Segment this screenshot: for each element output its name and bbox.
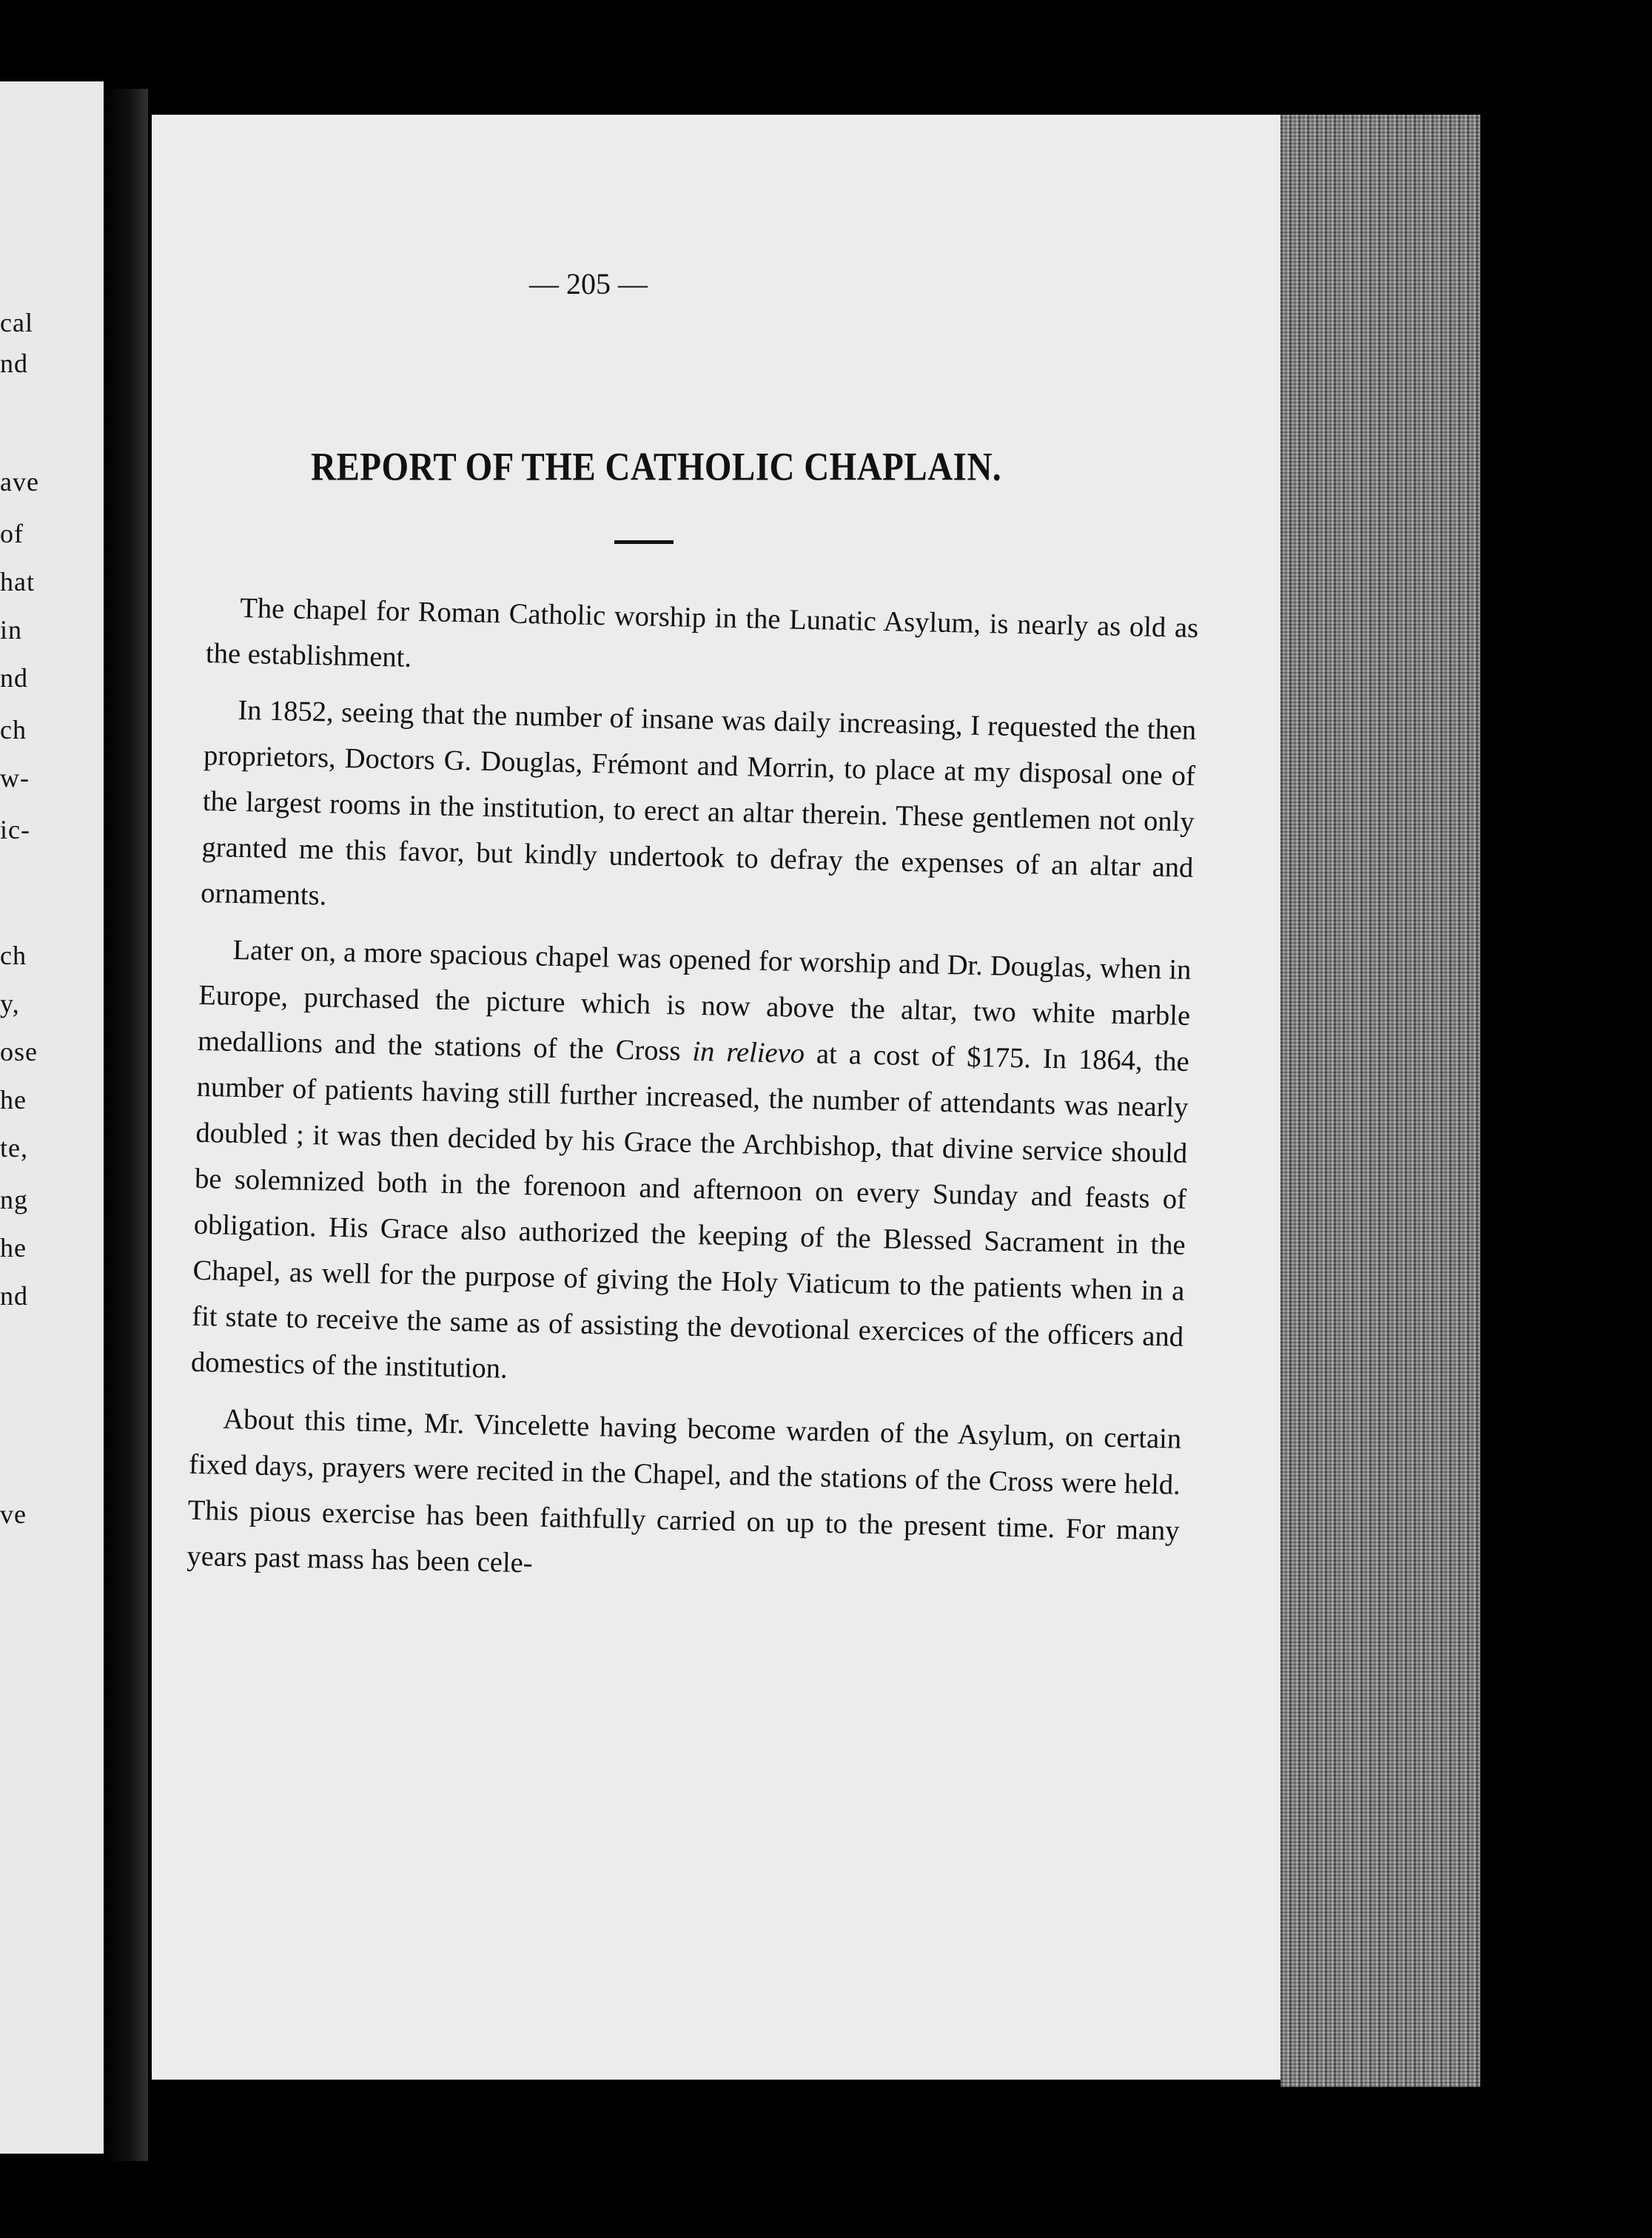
- page-title: REPORT OF THE CATHOLIC CHAPLAIN.: [311, 445, 1002, 489]
- facing-page-text: ose: [0, 1037, 38, 1066]
- paragraph-3-text: Later on, a more spacious chapel was opened for worship and Dr. Douglas, when in Europe, purchased the picture which is now above the altar, two white marble medallions and the stations of the Cross: [197, 934, 1192, 1067]
- facing-page-text: nd: [0, 349, 28, 378]
- title-divider: [614, 540, 674, 544]
- page-number: — 205 —: [529, 267, 648, 300]
- facing-page-text: y,: [0, 989, 20, 1018]
- facing-page-text: nd: [0, 663, 28, 693]
- facing-page-text: he: [0, 1085, 27, 1115]
- facing-page-text: te,: [0, 1133, 28, 1163]
- facing-page-text: ch: [0, 941, 27, 970]
- book-spine-shadow: [104, 89, 148, 2161]
- paragraph-3-italic: in relievo: [692, 1035, 805, 1070]
- facing-page-text: nd: [0, 1281, 28, 1311]
- facing-page-text: of: [0, 519, 24, 548]
- paragraph-1: The chapel for Roman Catholic worship in the Lunatic Asylum, is nearly as old as the establishment.: [205, 592, 1199, 673]
- facing-page-text: ch: [0, 715, 27, 745]
- facing-page-text: ve: [0, 1499, 27, 1529]
- facing-page-text: hat: [0, 567, 35, 597]
- report-body: [187, 585, 1199, 1610]
- facing-page-text: w-: [0, 763, 30, 793]
- paragraph-3: [190, 927, 1192, 1406]
- paragraph-4: About this time, Mr. Vincelette having become warden of the Asylum, on certain fixed days, prayers were recited in the Chapel, and the stations of the Cross were held. This pious exercise has been faithfully carried on up to the present time. For many years past mass has been cele-: [187, 1403, 1182, 1579]
- facing-page-text: in: [0, 615, 23, 645]
- paragraph-3-text-continued: at a cost of $175. In 1864, the number of patients having still further increased, the number of attendants was nearly doubled ; it was then decided by his Grace the Archbishop, that divine service should be solemnized both in the forenoon and afternoon on every Sunday and feasts of obligation. His Grace also authorized the keeping of the Blessed Sacrament in the Chapel, as well for the purpose of giving the Holy Viaticum to the patients when in a fit state to receive the same as of assisting the devotional exercices of the officers and domestics of the institution.: [190, 1038, 1190, 1385]
- paragraph-2: In 1852, seeing that the number of insane was daily increasing, I requested the then proprietors, Doctors G. Douglas, Frémont and Morrin, to place at my disposal one of the largest rooms in the institution, to erect an altar therein. These gentlemen not only granted me this favor, but kindly undertook to defray the expenses of an altar and ornaments.: [200, 694, 1197, 912]
- facing-page-text: ave: [0, 467, 39, 497]
- facing-page-fragment: [0, 81, 104, 2154]
- facing-page-text: cal: [0, 308, 33, 337]
- facing-page-text: ic-: [0, 815, 30, 844]
- book-page: [152, 115, 1280, 2080]
- facing-page-text: he: [0, 1233, 27, 1263]
- facing-page-text: ng: [0, 1185, 28, 1214]
- page-edges-texture: [1280, 115, 1480, 2087]
